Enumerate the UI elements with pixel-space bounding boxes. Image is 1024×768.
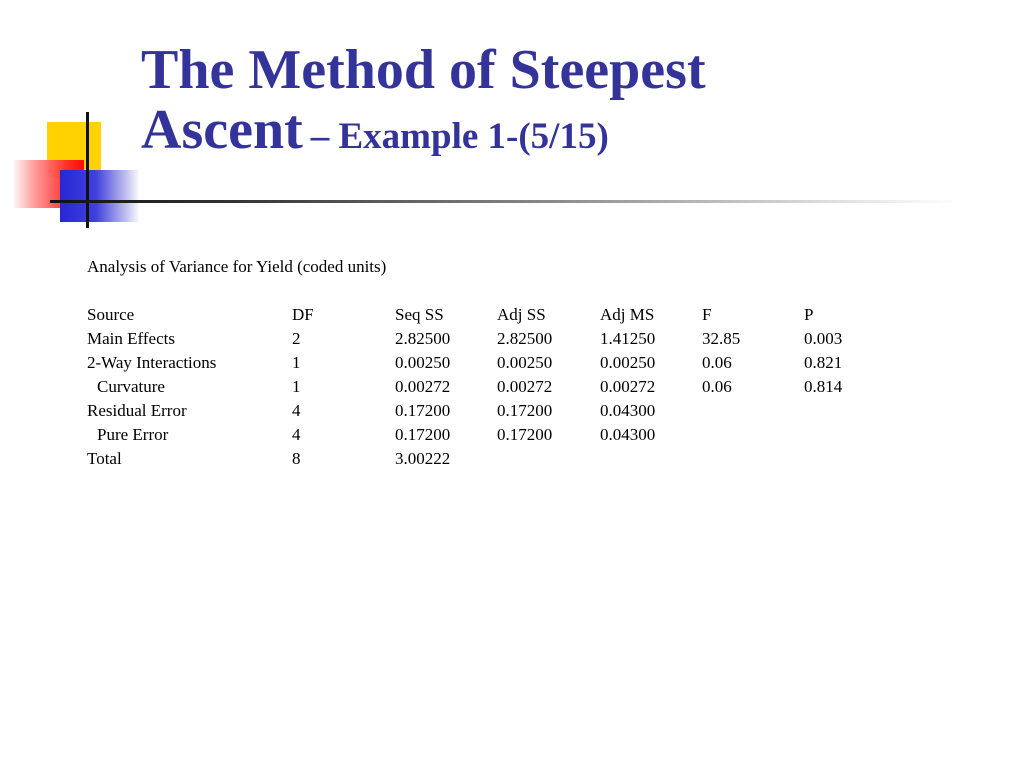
cell-seq-ss: 2.82500	[395, 329, 451, 348]
cell-source: 2-Way Interactions	[87, 353, 217, 372]
cell-p: 0.003	[804, 329, 843, 348]
cell-df: 2	[292, 329, 301, 348]
cell-f	[702, 423, 804, 447]
cell-adj-ms: 1.41250	[600, 329, 656, 348]
header-adj-ss: Adj SS	[497, 305, 546, 324]
cell-seq-ss: 3.00222	[395, 449, 451, 468]
cell-f: 0.06	[702, 377, 732, 396]
header-source: Source	[87, 305, 135, 324]
cell-adj-ss: 0.00250	[497, 353, 553, 372]
cell-adj-ss	[497, 447, 600, 471]
cell-source: Main Effects	[87, 329, 175, 348]
slide-logo-decoration	[0, 0, 150, 240]
table-row	[87, 423, 864, 447]
title-line1: The Method of Steepest	[141, 39, 706, 101]
cell-p	[804, 399, 864, 423]
cell-f: 32.85	[702, 329, 741, 348]
table-row	[87, 351, 864, 375]
cell-seq-ss: 0.17200	[395, 425, 451, 444]
vertical-rule	[86, 112, 89, 228]
cell-p	[804, 447, 864, 471]
cell-p: 0.821	[804, 353, 843, 372]
cell-df: 1	[292, 353, 301, 372]
slide-content	[87, 255, 864, 471]
table-row	[87, 447, 864, 471]
header-p: P	[804, 305, 814, 324]
blue-square	[60, 170, 140, 222]
header-f: F	[702, 305, 712, 324]
cell-seq-ss: 0.00250	[395, 353, 451, 372]
cell-adj-ms: 0.00272	[600, 377, 656, 396]
cell-df: 8	[292, 449, 301, 468]
cell-adj-ss: 0.00272	[497, 377, 553, 396]
cell-f	[702, 399, 804, 423]
cell-df: 4	[292, 401, 301, 420]
header-adj-ms: Adj MS	[600, 305, 655, 324]
slide-title	[141, 40, 706, 161]
cell-seq-ss: 0.00272	[395, 377, 451, 396]
cell-p	[804, 423, 864, 447]
header-seq-ss: Seq SS	[395, 305, 444, 324]
cell-df: 4	[292, 425, 301, 444]
table-row	[87, 375, 864, 399]
title-underline	[50, 200, 960, 203]
anova-caption: Analysis of Variance for Yield (coded units)	[87, 257, 387, 276]
table-header-row	[87, 303, 864, 327]
cell-adj-ss: 2.82500	[497, 329, 553, 348]
cell-f	[702, 447, 804, 471]
anova-table	[87, 303, 864, 471]
table-row	[87, 399, 864, 423]
cell-source: Pure Error	[97, 425, 169, 444]
cell-source: Curvature	[97, 377, 165, 396]
cell-source: Total	[87, 449, 122, 468]
cell-seq-ss: 0.17200	[395, 401, 451, 420]
cell-p: 0.814	[804, 377, 843, 396]
cell-f: 0.06	[702, 353, 732, 372]
cell-adj-ms: 0.04300	[600, 425, 656, 444]
cell-adj-ss: 0.17200	[497, 401, 553, 420]
cell-adj-ms: 0.00250	[600, 353, 656, 372]
cell-adj-ms: 0.04300	[600, 401, 656, 420]
title-subtitle: – Example 1-(5/15)	[310, 116, 609, 158]
cell-adj-ss: 0.17200	[497, 425, 553, 444]
title-line2: Ascent	[141, 99, 303, 162]
cell-adj-ms	[600, 447, 702, 471]
cell-source: Residual Error	[87, 401, 187, 420]
cell-df: 1	[292, 377, 301, 396]
table-row	[87, 327, 864, 351]
header-df: DF	[292, 305, 314, 324]
